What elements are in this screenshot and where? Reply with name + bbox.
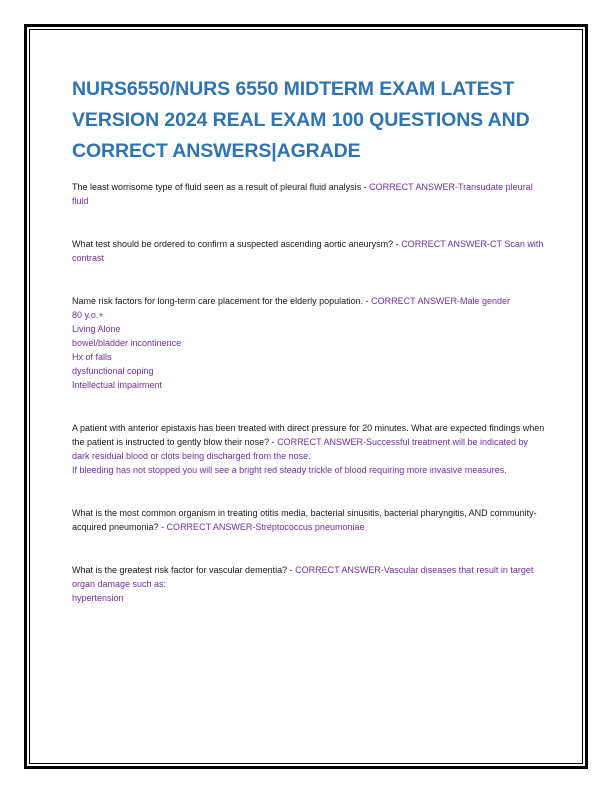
answer-text: CORRECT ANSWER-Successful treatment will be indicated by dark residual blood or clots being discharged from the nose. [72, 437, 529, 461]
answer-continuation: bowel/bladder incontinence [72, 338, 182, 348]
qa-item [72, 506, 548, 534]
answer-continuation: dysfunctional coping [72, 366, 154, 376]
answer-text: CORRECT ANSWER-Vascular diseases that result in target organ damage such as: [72, 565, 534, 589]
answer-continuation: 80 y.o.+ [72, 310, 104, 320]
document-title: NURS6550/NURS 6550 MIDTERM EXAM LATEST VERSION 2024 REAL EXAM 100 QUESTIONS AND CORRECT ANSWERS|AGRADE [72, 78, 530, 162]
answer-text: CORRECT ANSWER-Transudate pleural fluid [72, 182, 533, 206]
answer-text: CORRECT ANSWER-Streptococcus pneumoniae [166, 522, 365, 532]
question-text: What test should be ordered to confirm a suspected ascending aortic aneurysm? - [72, 239, 402, 249]
answer-continuation: hypertension [72, 593, 124, 603]
qa-item [72, 294, 548, 392]
qa-item [72, 563, 548, 605]
answer-continuation: Hx of falls [72, 352, 112, 362]
qa-item [72, 421, 548, 477]
qa-item [72, 180, 548, 208]
qa-item [72, 237, 548, 265]
question-text: What is the most common organism in treating otitis media, bacterial sinusitis, bacterial pharyngitis, AND community-acquired pneumonia? - [72, 508, 537, 532]
question-text: Name risk factors for long-term care placement for the elderly population. - [72, 296, 372, 306]
question-text: A patient with anterior epistaxis has been treated with direct pressure for 20 minutes. What are expected findings when the patient is instructed to gently blow their nose? - [72, 423, 545, 447]
answer-continuation: Living Alone [72, 324, 121, 334]
answer-continuation: Intellectual impairment [72, 380, 163, 390]
document-content [72, 74, 548, 605]
answer-text: CORRECT ANSWER-CT Scan with contrast [72, 239, 544, 263]
answer-text: CORRECT ANSWER-Male gender [371, 296, 511, 306]
question-text: The least worrisome type of fluid seen as a result of pleural fluid analysis - [72, 182, 370, 192]
answer-continuation: If bleeding has not stopped you will see a bright red steady trickle of blood requiring more invasive measures. [72, 465, 507, 475]
question-text: What is the greatest risk factor for vascular dementia? - [72, 565, 296, 575]
